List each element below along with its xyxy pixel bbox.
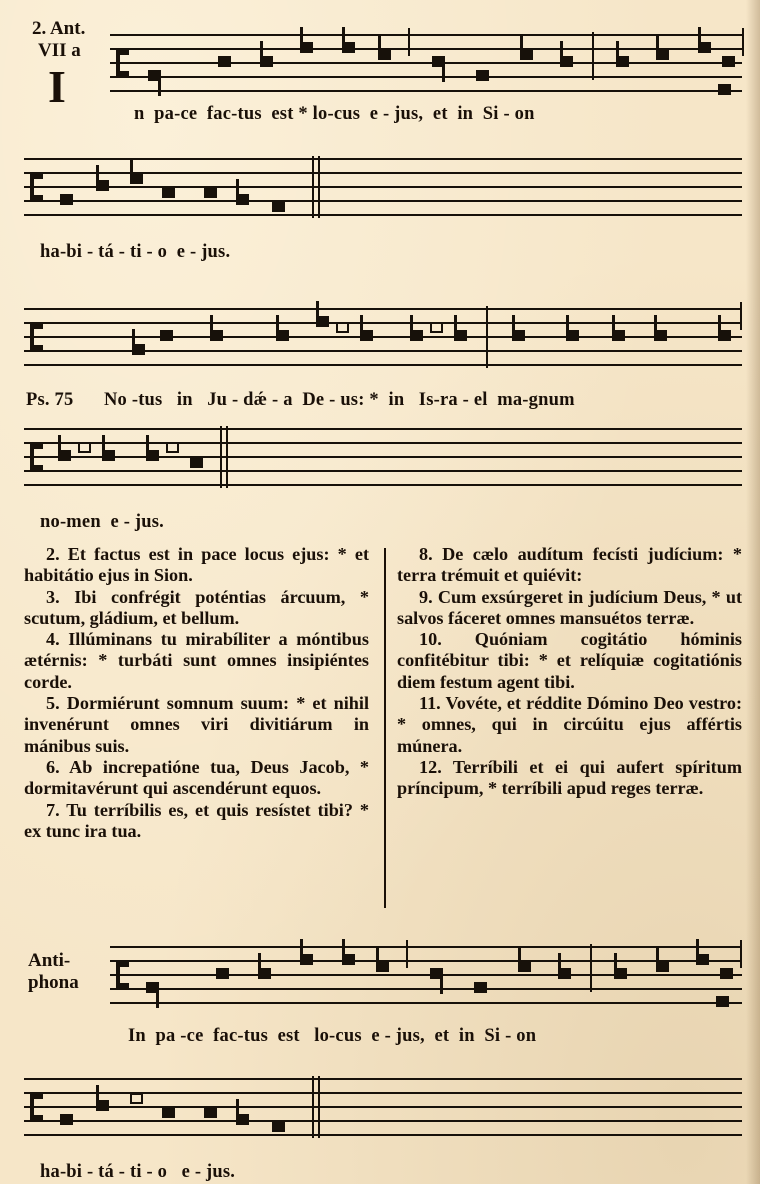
neume [720, 968, 733, 979]
do-clef-icon [30, 442, 43, 472]
barline-half [486, 306, 488, 368]
neume [162, 1107, 175, 1118]
neume [718, 84, 731, 95]
neume [454, 330, 467, 341]
staff-line [24, 200, 742, 202]
staff-line [24, 442, 742, 444]
psalm-verse: 5. Dormiérunt somnum suum: * et nihil invenérunt omnes viri divitiárum in mánibus suis. [24, 693, 369, 756]
neume [146, 982, 159, 993]
double-barline [312, 1076, 320, 1138]
neume [316, 316, 329, 327]
neume [716, 996, 729, 1007]
neume [218, 56, 231, 67]
psalm-verse: 11. Vovéte, et réddite Dómino Deo vestro: * omnes, qui in circúitu ejus affértis múnera. [397, 693, 742, 756]
chant-system-6 [24, 1078, 742, 1182]
neume [204, 1107, 217, 1118]
do-clef-icon [116, 960, 129, 990]
staff-3 [24, 308, 742, 366]
neume-hollow [78, 442, 91, 453]
neume [376, 961, 389, 972]
neume [210, 330, 223, 341]
chant-system-5 [24, 940, 742, 1050]
staff-line [24, 322, 742, 324]
neume [560, 56, 573, 67]
staff-line [24, 470, 742, 472]
psalm-verse: 3. Ibi confrégit poténtias árcuum, * scutum, gládium, et bellum. [24, 586, 369, 628]
neume [654, 330, 667, 341]
double-barline [312, 156, 320, 218]
staff-line [24, 364, 742, 366]
neume [130, 173, 143, 184]
lyric-line-6: ha-bi - tá - ti - o e - jus. [40, 1162, 236, 1182]
neume [656, 961, 669, 972]
lyric-line-5: In pa -ce fac-tus est lo-cus e - jus, et in Si - on [128, 1026, 537, 1046]
staff-line [24, 1078, 742, 1080]
neume [148, 70, 161, 81]
neume [698, 42, 711, 53]
neume [722, 56, 735, 67]
staff-line [24, 456, 742, 458]
neume [558, 968, 571, 979]
neume [360, 330, 373, 341]
staff-line [110, 1002, 742, 1004]
neume [616, 56, 629, 67]
neume [236, 194, 249, 205]
neume [162, 187, 175, 198]
neume [474, 982, 487, 993]
neume [146, 450, 159, 461]
do-clef-icon [116, 48, 129, 78]
neume [58, 450, 71, 461]
psalm-verse: 2. Et factus est in pace locus ejus: * et habitátio ejus in Sion. [24, 544, 369, 586]
neume [656, 49, 669, 60]
staff-line [110, 960, 742, 962]
neume [520, 49, 533, 60]
neume [476, 70, 489, 81]
chant-system-2 [24, 158, 742, 262]
barline-half [592, 32, 594, 80]
lyric-line-2: ha-bi - tá - ti - o e - jus. [40, 242, 231, 262]
chant-system-1 [24, 18, 742, 138]
neume [612, 330, 625, 341]
neume [614, 968, 627, 979]
staff-line [24, 428, 742, 430]
antiphona-label-line1: Anti- [28, 950, 71, 971]
neume [216, 968, 229, 979]
neume [60, 194, 73, 205]
neume [378, 49, 391, 60]
staff-line [110, 34, 742, 36]
neume [342, 954, 355, 965]
neume [276, 330, 289, 341]
barline-quarter [740, 302, 742, 330]
do-clef-icon [30, 1092, 43, 1122]
neume [430, 968, 443, 979]
barline-quarter [406, 940, 408, 968]
barline-quarter [740, 940, 742, 968]
neume [258, 968, 271, 979]
staff-2 [24, 158, 742, 216]
neume [342, 42, 355, 53]
psalm-verse: 7. Tu terríbilis es, et quis resístet tibi? * ex tunc ira tua. [24, 799, 369, 841]
chant-system-3 [24, 290, 742, 410]
staff-line [24, 1134, 742, 1136]
neume [160, 330, 173, 341]
neume [432, 56, 445, 67]
staff-5 [110, 946, 742, 1004]
psalm-verse: 12. Terríbili et ei qui aufert spíritum príncipum, * terríbili apud reges terræ. [397, 756, 742, 799]
neume [300, 954, 313, 965]
staff-1 [110, 34, 742, 92]
neume [236, 1114, 249, 1125]
staff-line [110, 90, 742, 92]
neume-hollow [430, 322, 443, 333]
neume-hollow [336, 322, 349, 333]
staff-line [24, 484, 742, 486]
neume [102, 450, 115, 461]
staff-line [110, 946, 742, 948]
staff-line [110, 988, 742, 990]
lyric-line-4: no-men e - jus. [40, 512, 164, 532]
neume-hollow [130, 1093, 143, 1104]
staff-line [24, 214, 742, 216]
neume [272, 201, 285, 212]
neume [696, 954, 709, 965]
staff-line [24, 308, 742, 310]
staff-line [24, 1120, 742, 1122]
staff-4 [24, 428, 742, 486]
neume [190, 457, 203, 468]
neume [566, 330, 579, 341]
column-divider [384, 548, 386, 908]
barline-half [590, 944, 592, 992]
psalm-verse: 10. Quóniam cogitátio hóminis confitébitur tibi: * et relíquiæ cogitatiónis diem festum agent tibi. [397, 629, 742, 692]
staff-line [24, 186, 742, 188]
psalm-verse: 6. Ab increpatióne tua, Deus Jacob, * dormitavérunt qui ascendérunt equos. [24, 756, 369, 799]
staff-line [110, 974, 742, 976]
psalm-incipit-label: Ps. 75 [26, 390, 74, 410]
antiphon-initial: I [48, 61, 66, 112]
do-clef-icon [30, 172, 43, 202]
staff-line [110, 48, 742, 50]
neume [132, 344, 145, 355]
staff-line [110, 76, 742, 78]
psalm-verse: 4. Illúminans tu mirabíliter a móntibus ætérnis: * turbáti sunt omnes insipiéntes corde. [24, 629, 369, 692]
neume [96, 180, 109, 191]
lyric-line-1: n pa-ce fac-tus est * lo-cus e - jus, et in Si - on [134, 104, 535, 124]
neume [60, 1114, 73, 1125]
antiphon-number-label: 2. Ant. [32, 18, 86, 39]
neume [300, 42, 313, 53]
do-clef-icon [30, 322, 43, 352]
psalm-verse: 8. De cælo audítum fecísti judícium: * terra trémuit et quiévit: [397, 544, 742, 586]
neume [512, 330, 525, 341]
barline-quarter [742, 28, 744, 56]
neume [96, 1100, 109, 1111]
psalm-verse: 9. Cum exsúrgeret in judícium Deus, * ut salvos fáceret omnes mansuétos terræ. [397, 586, 742, 628]
psalm-column-right [397, 544, 742, 800]
chant-system-4 [24, 428, 742, 532]
staff-6 [24, 1078, 742, 1136]
staff-line [24, 1106, 742, 1108]
neume [272, 1121, 285, 1132]
antiphona-label-line2: phona [28, 972, 79, 993]
lyric-line-3: No -tus in Ju - dǽ - a De - us: * in Is-ra - el ma-gnum [104, 390, 575, 410]
psalm-column-left [24, 544, 369, 842]
neume [718, 330, 731, 341]
neume [518, 961, 531, 972]
double-barline [220, 426, 228, 488]
page-edge-shadow [746, 0, 760, 1184]
neume [260, 56, 273, 67]
neume [204, 187, 217, 198]
mode-label: VII a [38, 40, 81, 61]
psalm-verses [24, 544, 742, 914]
neume [410, 330, 423, 341]
staff-line [110, 62, 742, 64]
neume-hollow [166, 442, 179, 453]
barline-quarter [408, 28, 410, 56]
